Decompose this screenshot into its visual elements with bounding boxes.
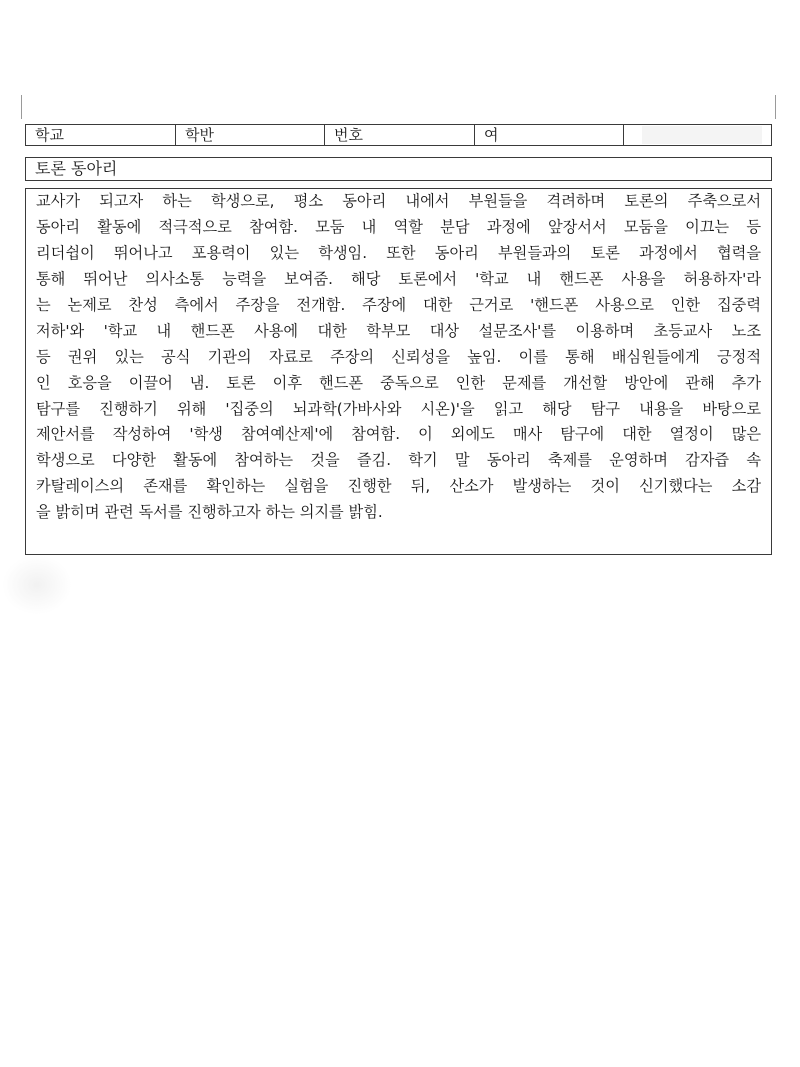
record-line: 는 논제로 찬성 측에서 주장을 전개함. 주장에 대한 근거로 '핸드폰 사용으로 인한 집중력: [36, 295, 761, 314]
record-line: 제안서를 작성하여 '학생 참여예산제'에 참여함. 이 외에도 매사 탐구에 대한 열정이 많은: [36, 425, 761, 444]
record-line: 등 권위 있는 공식 기관의 자료로 주장의 신뢰성을 높임. 이를 통해 배심원들에게 긍정적: [36, 347, 761, 366]
record-line: 통해 뛰어난 의사소통 능력을 보여줌. 해당 토론에서 '학교 내 핸드폰 사용을 허용하자'라: [36, 269, 761, 288]
record-line: 교사가 되고자 하는 학생으로, 평소 동아리 내에서 부원들을 격려하며 토론의 주축으로서: [36, 192, 761, 210]
scan-smudge: [2, 555, 72, 615]
record-line: 인 호응을 이끌어 냄. 토론 이후 핸드폰 중독으로 인한 문제를 개선할 방안에 관해 추가: [36, 373, 761, 392]
record-line: 동아리 활동에 적극적으로 참여함. 모둠 내 역할 분담 과정에 앞장서서 모둠을 이끄는 등: [36, 217, 761, 236]
record-line: 저하'와 '학교 내 핸드폰 사용에 대한 학부모 대상 설문조사'를 이용하며 초등교사 노조: [36, 321, 761, 340]
record-line: 카탈레이스의 존재를 확인하는 실험을 진행한 뒤, 산소가 발생하는 것이 신기했다는 소감: [36, 477, 761, 496]
student-info-row: [25, 124, 772, 146]
name-cell: [624, 125, 771, 145]
number-cell: 번호: [325, 125, 475, 145]
page-corner-mark-right: [775, 95, 776, 119]
record-line: 리더쉽이 뛰어나고 포용력이 있는 학생임. 또한 동아리 부원들과의 토론 과정에서 협력을: [36, 243, 761, 262]
page-corner-mark-left: [21, 95, 22, 119]
record-line: 탐구를 진행하기 위해 '집중의 뇌과학(가바사와 시온)'을 읽고 해당 탐구 내용을 바탕으로: [36, 399, 761, 418]
school-cell: 학교: [26, 125, 176, 145]
gender-cell: 여: [475, 125, 624, 145]
activity-record-box: [25, 188, 772, 555]
class-cell: 학반: [176, 125, 325, 145]
club-title: 토론 동아리: [25, 157, 772, 181]
record-line: 학생으로 다양한 활동에 참여하는 것을 즐김. 학기 말 동아리 축제를 운영하며 감자즙 속: [36, 451, 761, 470]
redacted-name-block: [642, 126, 762, 144]
activity-record-text: [36, 189, 761, 526]
record-line: 을 밝히며 관련 독서를 진행하고자 하는 의지를 밝힘.: [36, 503, 383, 522]
